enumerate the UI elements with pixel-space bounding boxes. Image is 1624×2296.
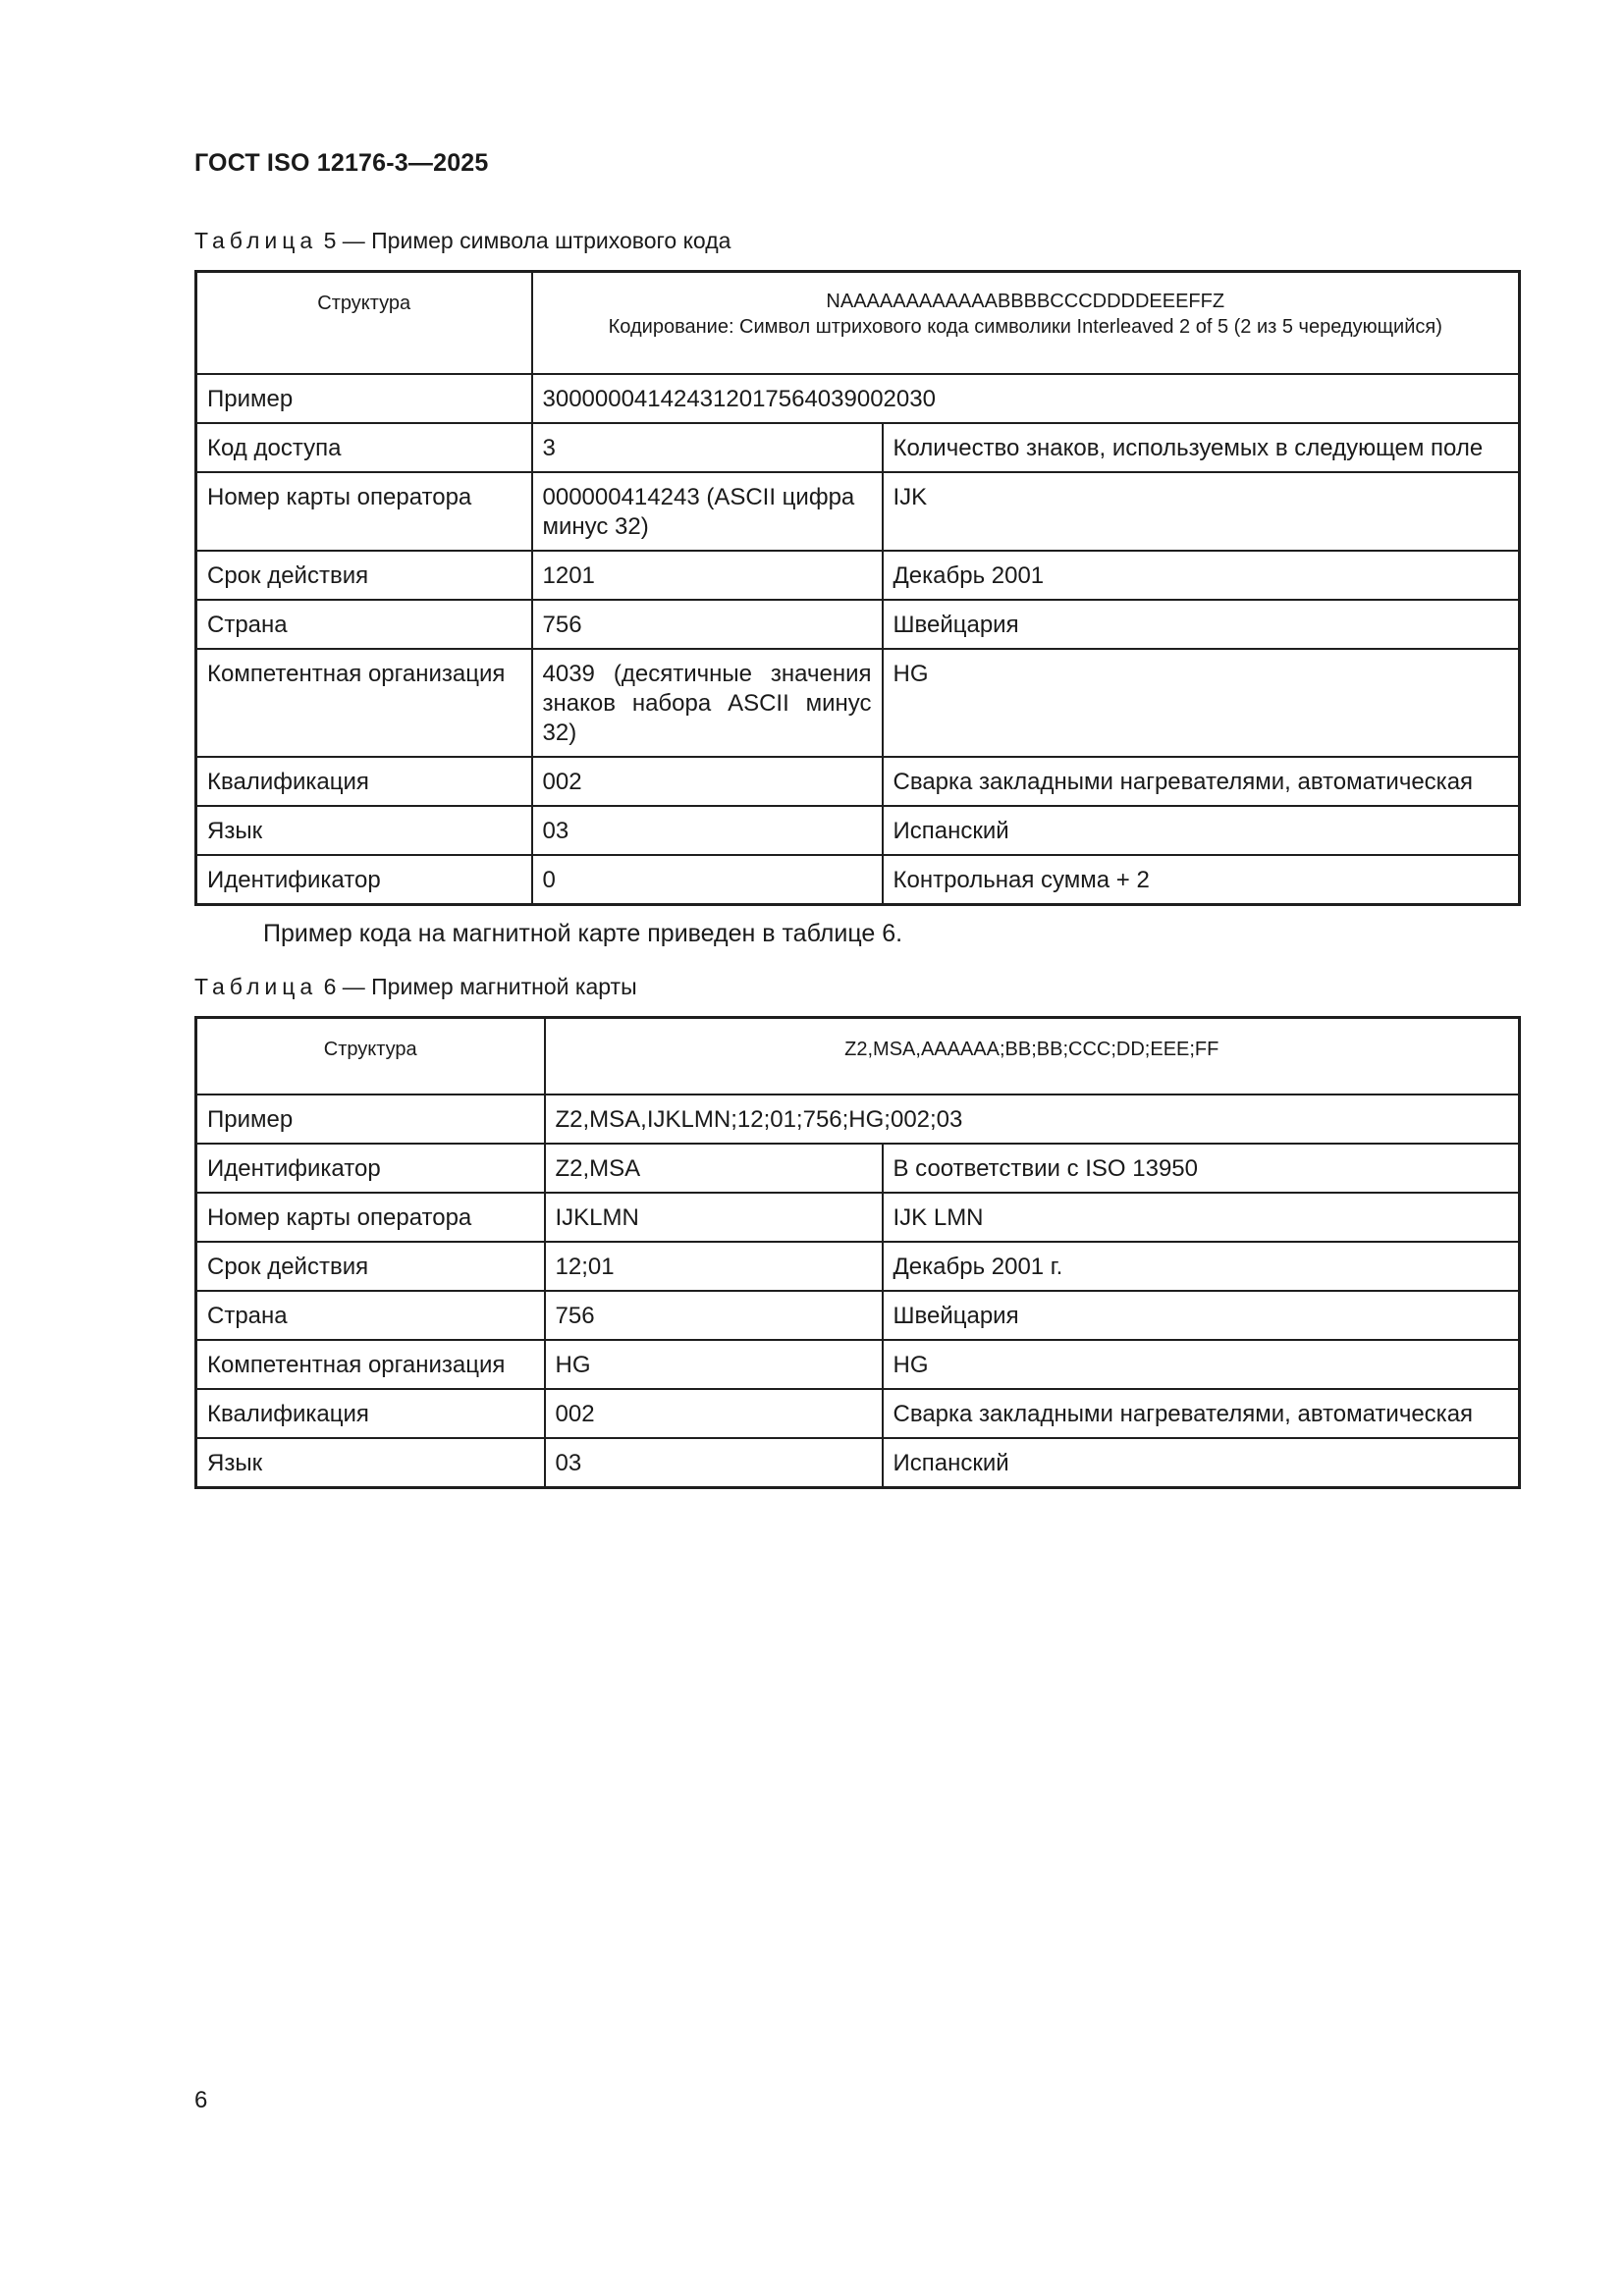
table-6-example-row [196, 1095, 1520, 1144]
table-6-structure-value: Z2,MSA,AAAAAA;BB;BB;CCC;DD;EEE;FF [545, 1018, 1520, 1095]
row-label: Язык [196, 806, 532, 855]
table-row [196, 1389, 1520, 1438]
table-6-caption-text: 6 — Пример магнитной карты [323, 974, 637, 999]
row-label: Срок действия [196, 1242, 545, 1291]
table-5-caption-text: 5 — Пример символа штрихового кода [323, 228, 731, 253]
table-row [196, 806, 1520, 855]
row-code: HG [545, 1340, 883, 1389]
table-5-header-row [196, 272, 1520, 375]
table-row [196, 1242, 1520, 1291]
row-label: Номер карты оператора [196, 472, 532, 551]
row-label: Квалификация [196, 1389, 545, 1438]
table-5-caption [194, 228, 731, 254]
row-meaning: HG [883, 649, 1520, 757]
table-6-caption [194, 974, 637, 1000]
table-5 [194, 270, 1521, 906]
row-meaning: Испанский [883, 1438, 1520, 1488]
row-label: Страна [196, 600, 532, 649]
row-code: 3 [532, 423, 883, 472]
row-code: 0 [532, 855, 883, 905]
row-code: Z2,MSA [545, 1144, 883, 1193]
row-label: Идентификатор [196, 1144, 545, 1193]
table-row [196, 1438, 1520, 1488]
row-code: 002 [532, 757, 883, 806]
row-code: 12;01 [545, 1242, 883, 1291]
table-5-structure-pattern: NAAAAAAAAAAAABBBBCCCDDDDEEEFFZ [826, 291, 1225, 312]
row-meaning: IJK LMN [883, 1193, 1520, 1242]
table-row [196, 1340, 1520, 1389]
row-code: 4039 (десятичные значения знаков набора ASCII минус 32) [532, 649, 883, 757]
table-5-structure-label: Структура [196, 272, 532, 375]
table-row [196, 757, 1520, 806]
table-row [196, 1291, 1520, 1340]
row-label: Код доступа [196, 423, 532, 472]
row-meaning: Испанский [883, 806, 1520, 855]
table-row [196, 649, 1520, 757]
row-meaning: Декабрь 2001 г. [883, 1242, 1520, 1291]
table-6-caption-label: Таблица [194, 974, 318, 999]
table-5-example-label: Пример [196, 374, 532, 423]
row-meaning: Швейцария [883, 600, 1520, 649]
table-row [196, 1193, 1520, 1242]
table-5-caption-label: Таблица [194, 228, 318, 253]
row-code: 002 [545, 1389, 883, 1438]
table-row [196, 855, 1520, 905]
table-row [196, 551, 1520, 600]
table-row [196, 600, 1520, 649]
row-label: Номер карты оператора [196, 1193, 545, 1242]
table-row [196, 1144, 1520, 1193]
row-code: 03 [532, 806, 883, 855]
table-5-example-row [196, 374, 1520, 423]
table-row [196, 423, 1520, 472]
row-code: 1201 [532, 551, 883, 600]
row-meaning: Сварка закладными нагревателями, автоматическая [883, 1389, 1520, 1438]
row-meaning: Количество знаков, используемых в следующем поле [883, 423, 1520, 472]
row-code: 756 [545, 1291, 883, 1340]
row-code: IJKLMN [545, 1193, 883, 1242]
row-label: Компетентная организация [196, 649, 532, 757]
row-meaning: HG [883, 1340, 1520, 1389]
table-6-header-row [196, 1018, 1520, 1095]
table-5-example-value: 300000041424312017564039002030 [532, 374, 1520, 423]
row-label: Компетентная организация [196, 1340, 545, 1389]
page-number: 6 [194, 2087, 208, 2113]
body-paragraph: Пример кода на магнитной карте приведен в таблице 6. [263, 920, 903, 947]
row-label: Идентификатор [196, 855, 532, 905]
table-6-example-label: Пример [196, 1095, 545, 1144]
row-label: Срок действия [196, 551, 532, 600]
table-row [196, 472, 1520, 551]
row-meaning: Контрольная сумма + 2 [883, 855, 1520, 905]
table-5-encoding: Кодирование: Символ штрихового кода символики Interleaved 2 of 5 (2 из 5 чередующийся) [608, 316, 1442, 338]
row-label: Квалификация [196, 757, 532, 806]
table-6 [194, 1016, 1521, 1489]
row-meaning: Декабрь 2001 [883, 551, 1520, 600]
row-meaning: IJK [883, 472, 1520, 551]
table-6-example-value: Z2,MSA,IJKLMN;12;01;756;HG;002;03 [545, 1095, 1520, 1144]
row-meaning: Швейцария [883, 1291, 1520, 1340]
row-code: 756 [532, 600, 883, 649]
row-label: Страна [196, 1291, 545, 1340]
document-header: ГОСТ ISO 12176-3—2025 [194, 149, 489, 177]
table-6-structure-label: Структура [196, 1018, 545, 1095]
row-code: 03 [545, 1438, 883, 1488]
row-label: Язык [196, 1438, 545, 1488]
row-meaning: Сварка закладными нагревателями, автоматическая [883, 757, 1520, 806]
row-code: 000000414243 (ASCII цифра минус 32) [532, 472, 883, 551]
table-5-structure-value [532, 272, 1520, 375]
row-meaning: В соответствии с ISO 13950 [883, 1144, 1520, 1193]
